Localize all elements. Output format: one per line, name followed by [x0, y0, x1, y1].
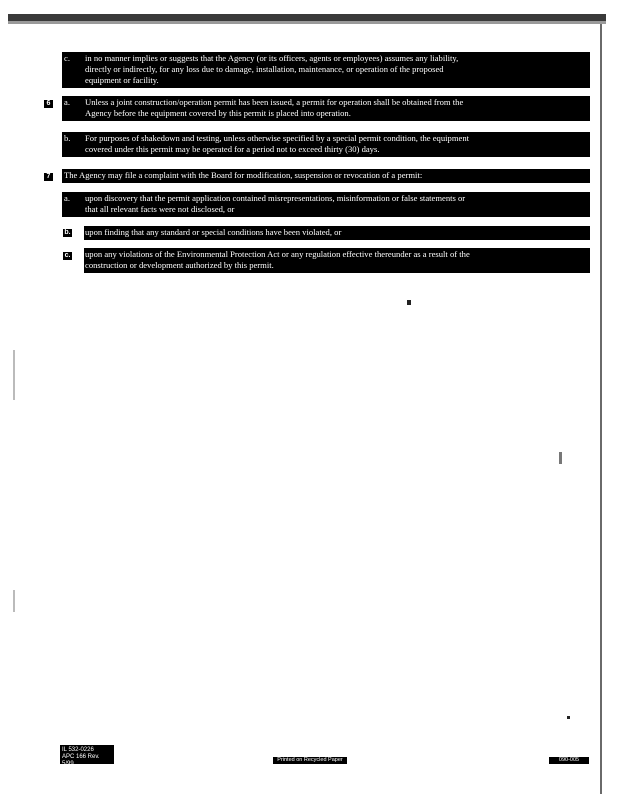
condition-7c-block [84, 248, 590, 273]
condition-6b-block [62, 132, 590, 157]
section-number-7: 7 [44, 173, 53, 181]
recycled-paper-note: Printed on Recycled Paper [273, 757, 347, 764]
item-text-line: in no manner implies or suggests that the Agency (or its officers, agents or employees) assumes any liability, [85, 53, 459, 63]
form-id: IL 532-0226 [62, 747, 94, 753]
condition-7-block [62, 169, 590, 183]
item-marker: c. [64, 53, 70, 63]
item-text-line: Agency before the equipment covered by this permit is placed into operation. [85, 108, 351, 118]
condition-7a-block [62, 192, 590, 217]
item-text-line: For purposes of shakedown and testing, unless otherwise specified by a special permit condition, the equipment [85, 133, 470, 143]
item-text-line: directly or indirectly, for any loss due to damage, installation, maintenance, or operation of the proposed [85, 64, 444, 74]
item-marker: a. [64, 97, 70, 107]
item-text-line: construction or development authorized by this permit. [85, 260, 274, 270]
item-text-line: upon discovery that the permit application contained misrepresentations, misinformation or false statements or [85, 193, 466, 203]
condition-6a-block [62, 96, 590, 121]
scan-speck [13, 350, 15, 400]
item-marker-7b: b. [64, 229, 71, 236]
form-number-label [60, 745, 114, 767]
scan-speck [407, 300, 411, 305]
item-text-line: The Agency may file a complaint with the Board for modification, suspension or revocation of a permit: [64, 170, 423, 180]
section-number-6: 6 [44, 100, 53, 108]
item-marker-7c: c. [64, 252, 71, 259]
condition-7b-block [84, 226, 590, 240]
scan-right-edge [600, 24, 602, 794]
item-text-line: equipment or facility. [85, 75, 159, 85]
page-reference: 090-005 [549, 757, 589, 764]
scan-top-border [8, 14, 606, 21]
form-revision: APC 166 Rev. 5/99 [62, 754, 100, 767]
condition-5c-block [62, 52, 590, 88]
scan-speck [567, 716, 570, 719]
item-text-line: upon any violations of the Environmental Protection Act or any regulation effective thereunder as a result of the [85, 249, 470, 259]
item-marker: b. [64, 133, 71, 143]
item-text-line: covered under this permit may be operated for a period not to exceed thirty (30) days. [85, 144, 380, 154]
scan-speck [13, 590, 15, 612]
scan-top-border-shadow [8, 21, 606, 24]
item-marker: a. [64, 193, 70, 203]
item-text-line: that all relevant facts were not disclosed, or [85, 204, 235, 214]
scan-speck [559, 452, 562, 464]
item-text-line: Unless a joint construction/operation permit has been issued, a permit for operation shall be obtained from the [85, 97, 464, 107]
item-text-line: upon finding that any standard or special conditions have been violated, or [85, 227, 342, 237]
